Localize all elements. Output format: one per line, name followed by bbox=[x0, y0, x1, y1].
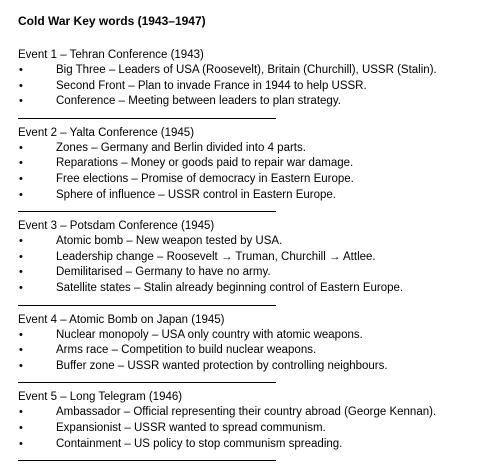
event-heading: Event 4 – Atomic Bomb on Japan (1945) bbox=[18, 313, 225, 326]
term-definition: Second Front – Plan to invade France in 1944 to help USSR. bbox=[56, 79, 367, 92]
event-heading: Event 5 – Long Telegram (1946) bbox=[18, 391, 183, 404]
document-title: Cold War Key words (1943–1947) bbox=[18, 14, 206, 28]
term-definition: Leadership change – Roosevelt → Truman, Churchill → Attlee. bbox=[56, 250, 376, 263]
term-definition: Conference – Meeting between leaders to plan strategy. bbox=[56, 95, 341, 108]
events-container bbox=[18, 47, 488, 461]
event-term-list bbox=[18, 141, 488, 203]
list-item bbox=[18, 328, 488, 344]
section-divider bbox=[18, 110, 276, 119]
event-term-list bbox=[18, 234, 488, 296]
bullet-icon: • bbox=[19, 344, 23, 357]
bullet-icon: • bbox=[19, 141, 23, 154]
event-section bbox=[18, 47, 488, 119]
list-item bbox=[18, 421, 488, 437]
bullet-icon: • bbox=[19, 157, 23, 170]
event-section bbox=[18, 218, 488, 305]
term-definition: Nuclear monopoly – USA only country with atomic weapons. bbox=[56, 328, 363, 341]
section-divider bbox=[18, 452, 276, 461]
bullet-icon: • bbox=[19, 281, 23, 294]
term-definition: Satellite states – Stalin already beginning control of Eastern Europe. bbox=[56, 281, 404, 294]
term-definition: Zones – Germany and Berlin divided into 4 parts. bbox=[56, 141, 306, 154]
list-item bbox=[18, 437, 488, 453]
event-term-list bbox=[18, 63, 488, 110]
list-item bbox=[18, 250, 488, 266]
bullet-icon: • bbox=[19, 235, 23, 248]
term-definition: Buffer zone – USSR wanted protection by controlling neighbours. bbox=[56, 359, 388, 372]
bullet-icon: • bbox=[19, 421, 23, 434]
bullet-icon: • bbox=[19, 266, 23, 279]
term-definition: Big Three – Leaders of USA (Roosevelt), Britain (Churchill), USSR (Stalin). bbox=[56, 64, 437, 76]
list-item bbox=[18, 265, 488, 281]
list-item bbox=[18, 141, 488, 157]
term-definition: Ambassador – Official representing their country abroad (George Kennan). bbox=[56, 406, 437, 419]
bullet-icon: • bbox=[19, 79, 23, 92]
event-term-list bbox=[18, 405, 488, 452]
event-term-list bbox=[18, 328, 488, 375]
term-definition: Containment – US policy to stop communism spreading. bbox=[56, 437, 343, 450]
section-divider bbox=[18, 297, 276, 306]
term-definition: Demilitarised – Germany to have no army. bbox=[56, 266, 271, 279]
list-item bbox=[18, 281, 488, 297]
event-heading: Event 1 – Tehran Conference (1943) bbox=[18, 49, 204, 61]
list-item bbox=[18, 359, 488, 375]
term-definition: Reparations – Money or goods paid to repair war damage. bbox=[56, 157, 354, 170]
list-item bbox=[18, 79, 488, 95]
list-item bbox=[18, 234, 488, 250]
event-section bbox=[18, 389, 488, 461]
event-heading: Event 3 – Potsdam Conference (1945) bbox=[18, 220, 215, 233]
term-definition: Expansionist – USSR wanted to spread communism. bbox=[56, 421, 326, 434]
list-item bbox=[18, 343, 488, 359]
bullet-icon: • bbox=[19, 95, 23, 108]
list-item bbox=[18, 156, 488, 172]
list-item bbox=[18, 405, 488, 421]
bullet-icon: • bbox=[19, 406, 23, 419]
document-page bbox=[18, 13, 488, 467]
term-definition: Free elections – Promise of democracy in Eastern Europe. bbox=[56, 172, 354, 185]
term-definition: Atomic bomb – New weapon tested by USA. bbox=[56, 235, 283, 248]
term-definition: Sphere of influence – USSR control in Eastern Europe. bbox=[56, 188, 336, 201]
bullet-icon: • bbox=[19, 188, 23, 201]
event-heading: Event 2 – Yalta Conference (1945) bbox=[18, 126, 195, 139]
event-section bbox=[18, 312, 488, 384]
section-divider bbox=[18, 374, 276, 383]
bullet-icon: • bbox=[19, 64, 23, 76]
bullet-icon: • bbox=[19, 359, 23, 372]
section-divider bbox=[18, 203, 276, 212]
list-item bbox=[18, 94, 488, 110]
bullet-icon: • bbox=[19, 328, 23, 341]
bullet-icon: • bbox=[19, 250, 23, 263]
list-item bbox=[18, 188, 488, 204]
list-item bbox=[18, 63, 488, 79]
event-section bbox=[18, 125, 488, 212]
term-definition: Arms race – Competition to build nuclear weapons. bbox=[56, 344, 317, 357]
bullet-icon: • bbox=[19, 172, 23, 185]
list-item bbox=[18, 172, 488, 188]
bullet-icon: • bbox=[19, 437, 23, 450]
